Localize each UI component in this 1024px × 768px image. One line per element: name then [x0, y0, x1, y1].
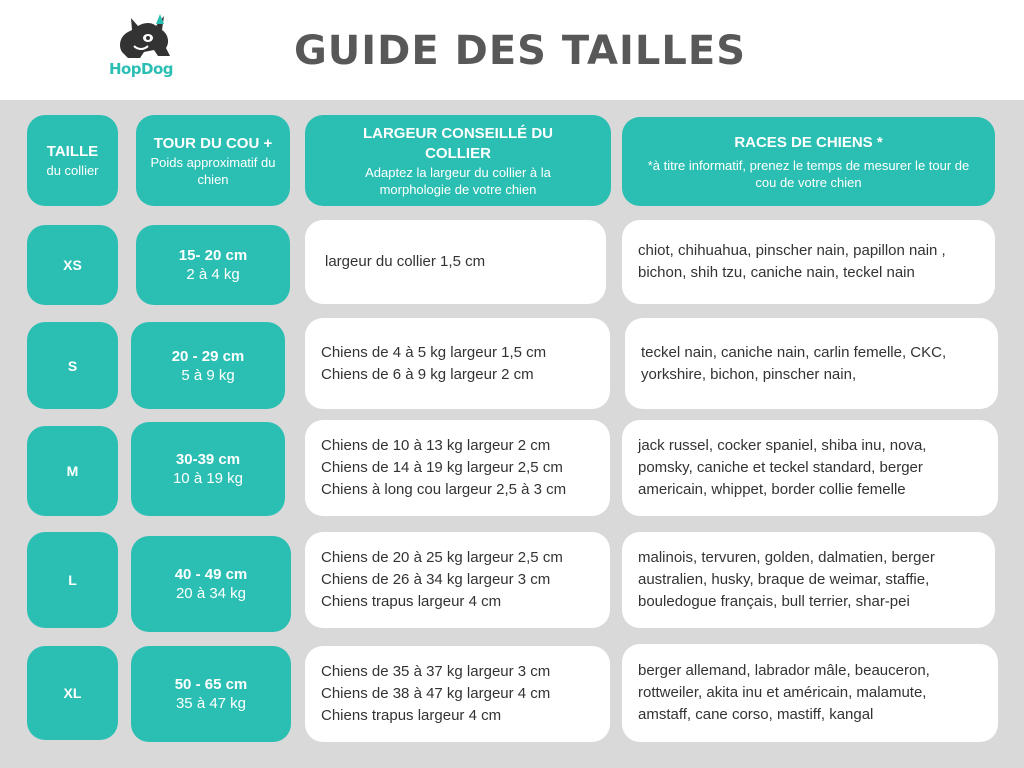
breeds-cell [622, 532, 995, 628]
weight: 5 à 9 kg [181, 366, 235, 384]
neck-size: 50 - 65 cm [174, 676, 248, 693]
logo [98, 10, 184, 88]
neck-size: 30-39 cm [175, 451, 241, 468]
width-line: Chiens à long cou largeur 2,5 à 3 cm [321, 481, 567, 498]
width-line: Chiens trapus largeur 4 cm [321, 707, 502, 724]
neck-size: 15- 20 cm [178, 247, 248, 264]
measure-cell [131, 422, 285, 516]
weight: 35 à 47 kg [175, 695, 247, 712]
width-cell [305, 318, 610, 409]
measure-cell [136, 225, 290, 305]
breeds-line: chiot, chihuahua, pinscher nain, papillon nain , [638, 242, 946, 259]
size-cell [27, 646, 118, 740]
header-taille [27, 115, 118, 206]
breeds-cell [622, 644, 998, 742]
breeds-line: jack russel, cocker spaniel, shiba inu, nova, [638, 437, 927, 454]
header [0, 0, 1024, 100]
breeds-line: amstaff, cane corso, mastiff, kangal [638, 706, 874, 723]
breeds-line: bouledogue français, bull terrier, shar-pei [638, 593, 910, 610]
breeds-line: teckel nain, caniche nain, carlin femelle, CKC, [641, 343, 947, 361]
measure-cell [131, 646, 291, 742]
size-label: S [67, 357, 78, 374]
size-label: M [66, 463, 79, 479]
weight: 2 à 4 kg [186, 266, 240, 283]
header-taille-sub: du collier [46, 163, 99, 178]
neck-size: 40 - 49 cm [174, 566, 248, 583]
breeds-line: malinois, tervuren, golden, dalmatien, berger [638, 549, 935, 566]
breeds-cell [622, 420, 998, 516]
weight: 20 à 34 kg [175, 585, 247, 602]
measure-cell [131, 322, 285, 409]
width-line: Chiens de 35 à 37 kg largeur 3 cm [321, 663, 551, 680]
logo-text: HopDog [108, 60, 174, 78]
breeds-line: berger allemand, labrador mâle, beauceron, [638, 662, 930, 679]
width-line: Chiens de 4 à 5 kg largeur 1,5 cm [321, 343, 547, 361]
header-largeur [305, 115, 611, 206]
breeds-line: pomsky, caniche et teckel standard, berger [638, 459, 923, 476]
page-title: GUIDE DES TAILLES [293, 28, 747, 74]
breeds-cell [625, 318, 998, 409]
breeds-line: americain, whippet, border collie femelle [638, 481, 906, 498]
width-cell [305, 646, 610, 742]
breeds-line: bichon, shih tzu, caniche nain, teckel nain [638, 264, 915, 281]
breeds-line: australien, husky, braque de weimar, staffie, [638, 571, 930, 588]
header-tour-sub: Poids approximatif du chien [150, 154, 276, 187]
size-cell [27, 225, 118, 305]
width-line: largeur du collier 1,5 cm [325, 253, 486, 270]
width-line: Chiens de 14 à 19 kg largeur 2,5 cm [321, 459, 563, 476]
header-largeur-sub: Adaptez la largeur du collier à la morphologie de votre chien [365, 164, 551, 197]
neck-size: 20 - 29 cm [171, 347, 245, 365]
width-cell [305, 220, 606, 304]
breeds-line: rottweiler, akita inu et américain, malamute, [638, 684, 927, 701]
measure-cell [131, 536, 291, 632]
header-races-label: RACES DE CHIENS * [734, 133, 883, 151]
breeds-line: yorkshire, bichon, pinscher nain, [641, 365, 857, 383]
width-cell [305, 532, 610, 628]
breeds-cell [622, 220, 995, 304]
header-largeur-label: LARGEUR CONSEILLÉ DU COLLIER [362, 124, 553, 162]
width-line: Chiens de 20 à 25 kg largeur 2,5 cm [321, 549, 563, 566]
bull-terrier-dog-icon [98, 10, 184, 62]
size-cell [27, 532, 118, 628]
width-line: Chiens de 38 à 47 kg largeur 4 cm [321, 685, 551, 702]
width-line: Chiens de 6 à 9 kg largeur 2 cm [321, 365, 534, 383]
width-line: Chiens trapus largeur 4 cm [321, 593, 502, 610]
header-taille-label: TAILLE [46, 143, 99, 160]
size-cell [27, 322, 118, 409]
size-label: XS [63, 257, 82, 273]
size-cell [27, 426, 118, 516]
weight: 10 à 19 kg [172, 470, 244, 487]
header-races [622, 117, 995, 206]
header-tour-label: TOUR DU COU + [153, 134, 273, 152]
header-races-sub: *à titre informatif, prenez le temps de mesurer le tour de cou de votre chien [647, 157, 970, 190]
width-line: Chiens de 26 à 34 kg largeur 3 cm [321, 571, 551, 588]
size-guide-panel [0, 100, 1024, 768]
size-label: XL [63, 685, 82, 701]
size-label: L [68, 572, 77, 588]
width-cell [305, 420, 610, 516]
width-line: Chiens de 10 à 13 kg largeur 2 cm [321, 437, 551, 454]
header-tour [136, 115, 290, 206]
